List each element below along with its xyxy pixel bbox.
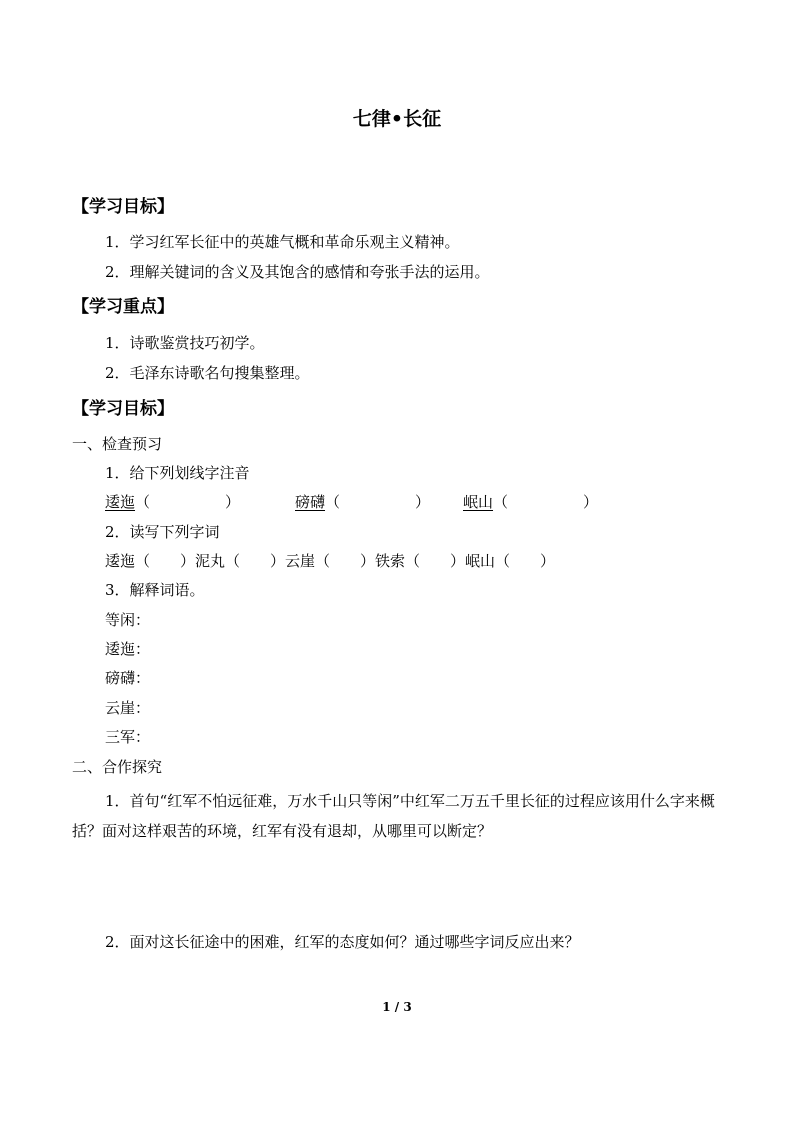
section-heading-goals: 【学习目标】 [72,197,174,217]
underlined-word: 岷山 [463,493,494,511]
focus-item: 1．诗歌鉴赏技巧初学。 [105,334,265,352]
term-item: 云崖： [105,699,151,717]
goal-item: 1．学习红军长征中的英雄气概和革命乐观主义精神。 [105,233,460,251]
question-label: 1．给下列划线字注音 [105,464,250,482]
part-heading-explore: 二、合作探究 [72,758,163,776]
section-heading-goals-2: 【学习目标】 [72,399,174,419]
question-label: 3．解释词语。 [105,581,205,599]
term-item: 三军： [105,728,151,746]
page-title: 七律•长征 [352,108,442,130]
answer-bracket: （ ） [325,493,431,511]
phonetic-entry [295,492,430,512]
phonetic-entry [105,492,240,512]
underlined-word: 磅礴 [295,493,326,511]
focus-item: 2．毛泽东诗歌名句搜集整理。 [105,364,310,382]
phonetic-entry [463,492,598,512]
term-item: 等闲： [105,611,151,629]
explore-question: 2．面对这长征途中的困难，红军的态度如何？通过哪些字词反应出来？ [105,933,580,951]
explore-question: 1．首句“红军不怕远征难，万水千山只等闲”中红军二万五千里长征的过程应该用什么字来概括？面对这样艰苦的环境，红军有没有退却，从哪里可以断定？ [72,792,715,840]
page-number: 1 / 3 [382,1000,412,1014]
question-label: 2．读写下列字词 [105,523,220,541]
underlined-word: 逶迤 [105,493,136,511]
answer-bracket: （ ） [493,493,599,511]
section-heading-focus: 【学习重点】 [72,297,174,317]
answer-bracket: （ ） [135,493,241,511]
goal-item: 2．理解关键词的含义及其饱含的感情和夸张手法的运用。 [105,263,490,281]
term-item: 磅礴： [105,669,151,687]
part-heading-preview: 一、检查预习 [72,435,163,453]
term-item: 逶迤： [105,640,151,658]
word-writing-line: 逶迤（ ）泥丸（ ）云崖（ ）铁索（ ）岷山（ ） [105,552,556,570]
